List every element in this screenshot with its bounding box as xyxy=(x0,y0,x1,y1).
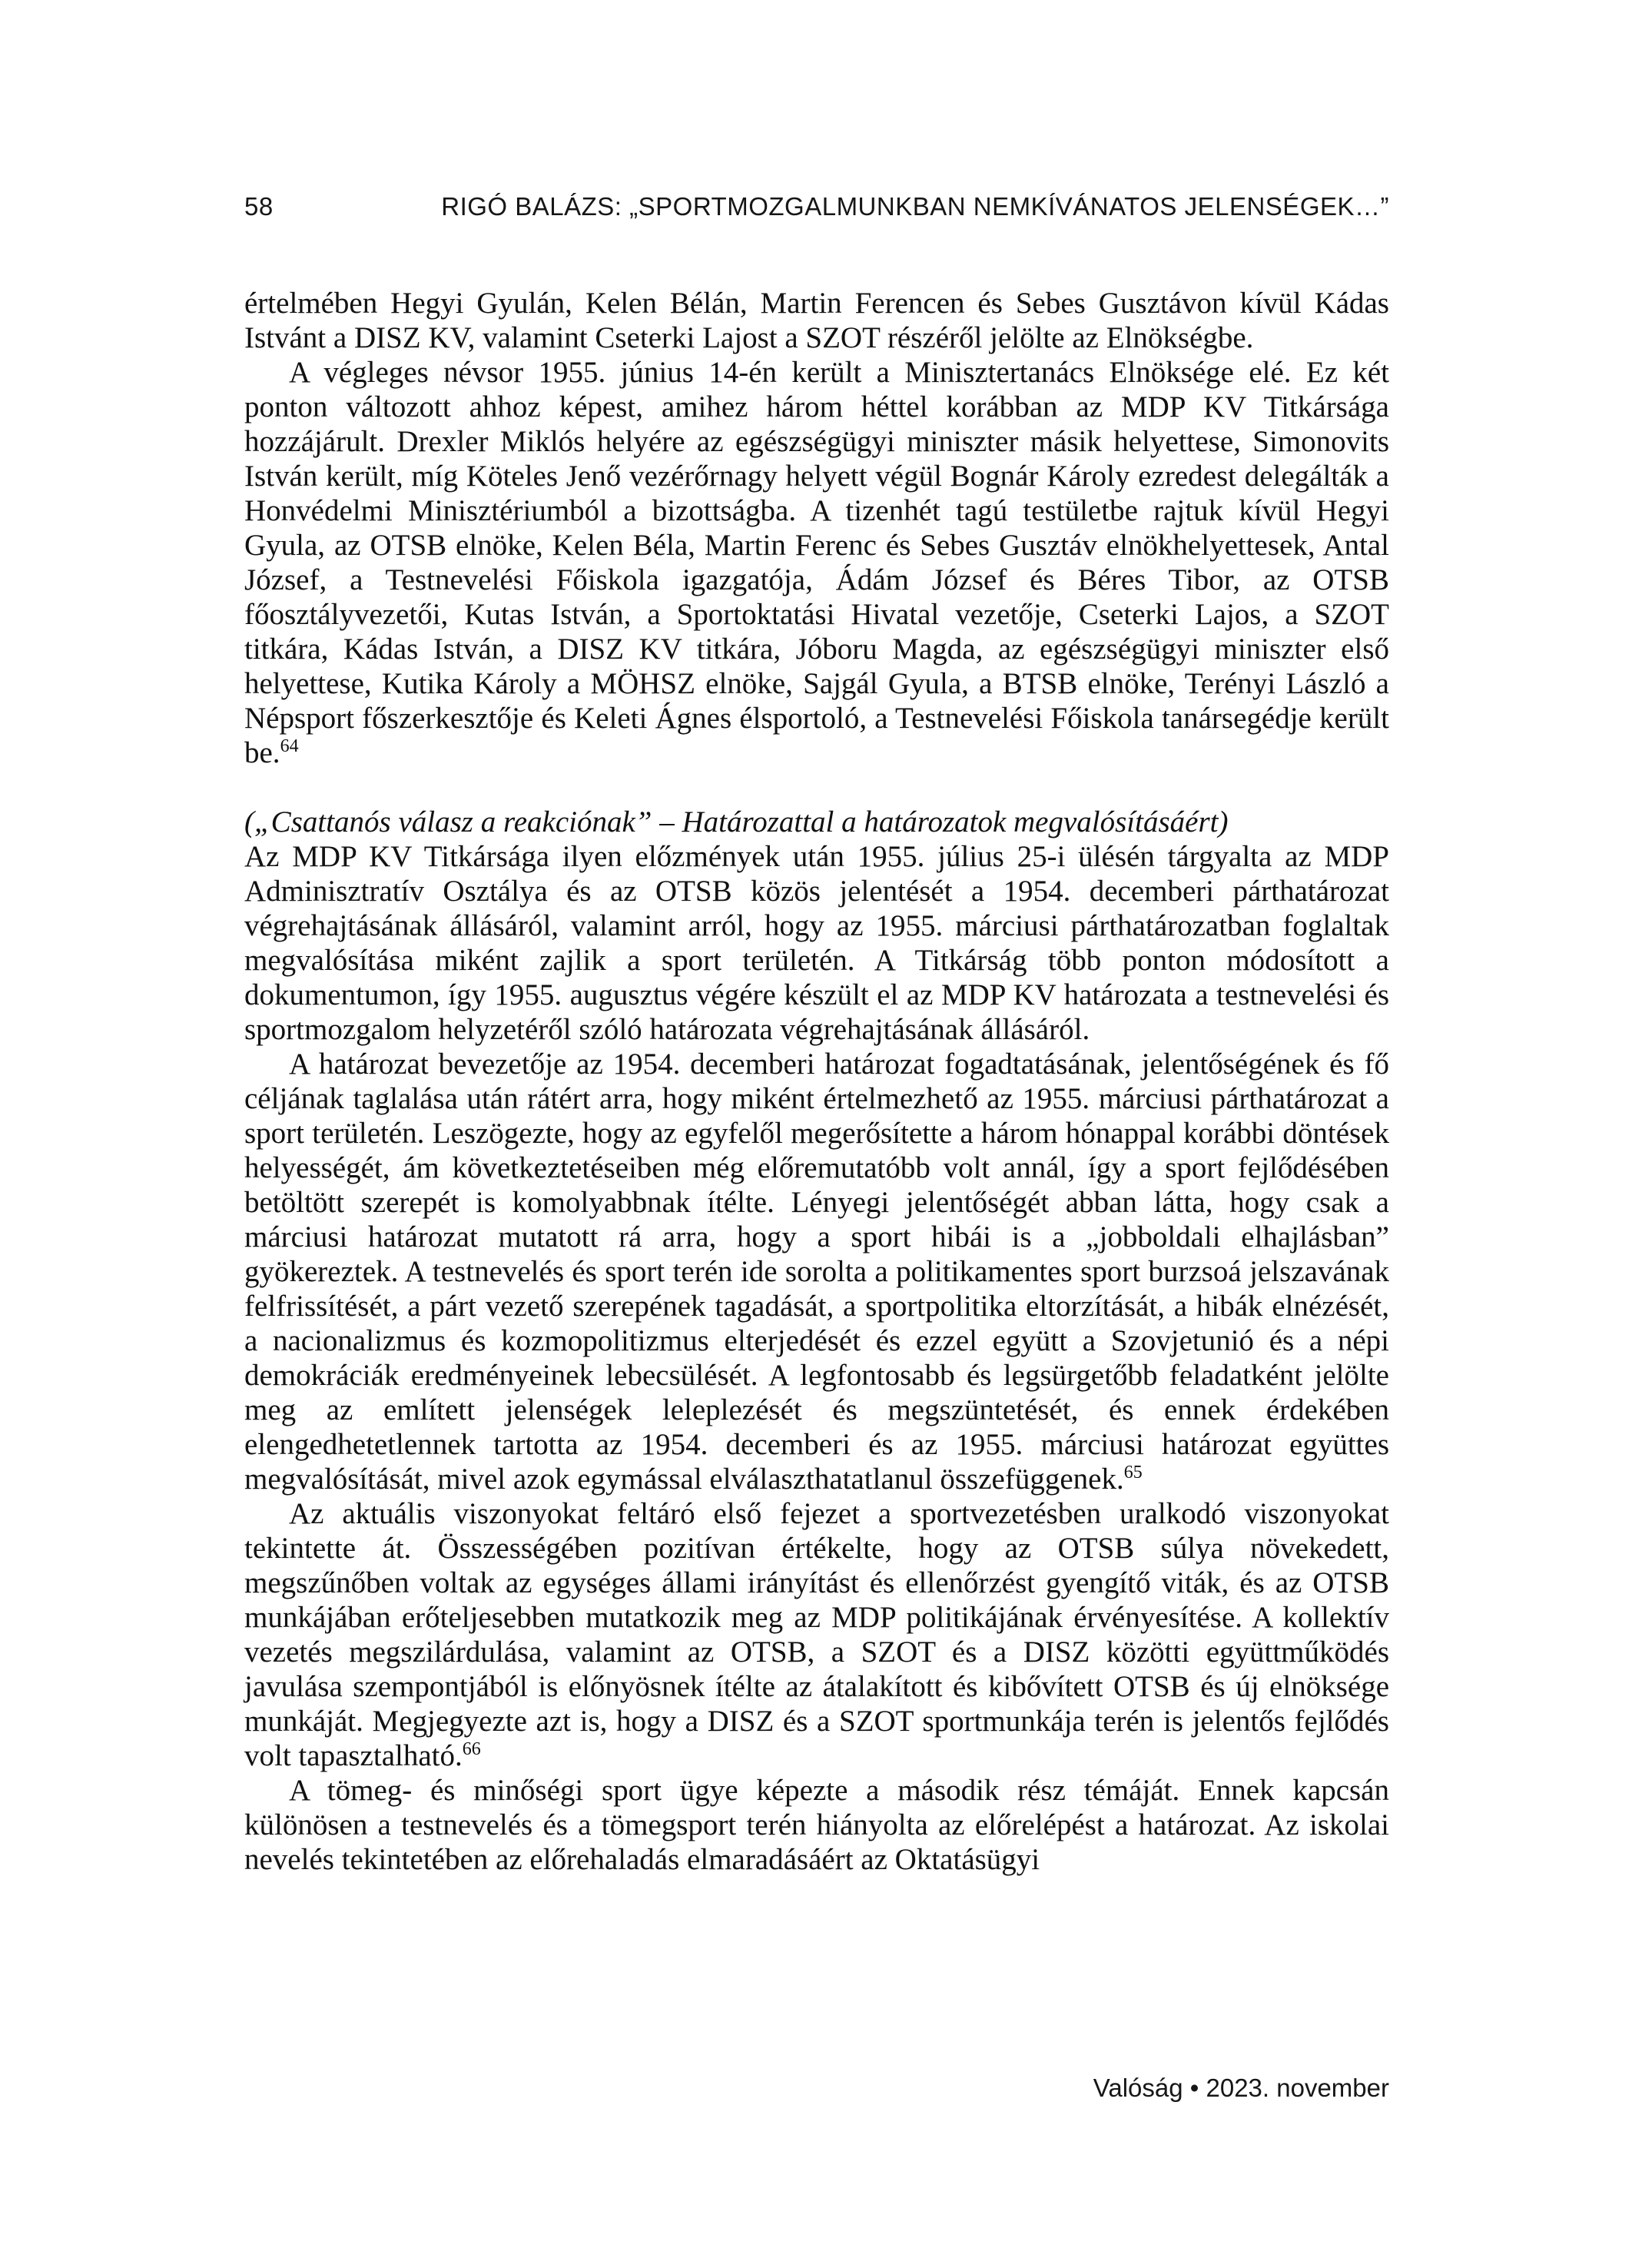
page-footer xyxy=(1093,2074,1389,2103)
running-title: RIGÓ BALÁZS: „SPORTMOZGALMUNKBAN NEMKÍVÁNATOS JELENSÉGEK…” xyxy=(441,192,1389,221)
page-number: 58 xyxy=(244,192,274,221)
paragraph: A tömeg- és minőségi sport ügye képezte a második rész témáját. Ennek kapcsán különösen a testnevelés és a tömegsport terén hiányolta az előrelépést a határozat. Az iskolai nevelés tekintetében az előrehaladás elmaradásáért az Oktatásügyi xyxy=(244,1774,1389,1876)
paragraph xyxy=(244,355,1389,770)
paragraph xyxy=(244,1047,1389,1496)
paragraph-continuation: értelmében Hegyi Gyulán, Kelen Bélán, Martin Ferencen és Sebes Gusztávon kívül Kádas Istvánt a DISZ KV, valamint Cseterki Lajost a SZOT részéről jelölte az Elnökségbe. xyxy=(244,287,1389,354)
paragraph-text: A határozat bevezetője az 1954. decemberi határozat fogadtatásának, jelentőségének és fő céljának taglalása után rátért arra, hogy miként értelmezhető az 1955. márciusi párthatározat a sport területén. Leszögezte, hogy az egyfelől megerősítette a három hónappal korábbi döntések helyességét, ám következtetéseiben még előremutatóbb volt annál, így a sport fejlődésében betöltött szerepét is komolyabbnak ítélte. Lényegi jelentőségét abban látta, hogy csak a márciusi határozat mutatott rá arra, hogy a sport hibái is a „jobboldali elhajlásban” gyökereztek. A testnevelés és sport terén ide sorolta a politikamentes sport burzsoá jelszavának felfrissítését, a párt vezető szerepének tagadását, a sportpolitika eltorzítását, a hibák elnézését, a nacionalizmus és kozmopolitizmus elterjedését és ezzel együtt a Szovjetunió és a népi demokráciák eredményeinek lebecsülését. A legfontosabb és legsürgetőbb feladatként jelölte meg az említett jelenségek leleplezését és megszüntetését, és ennek érdekében elengedhetetlennek tartotta az 1954. decemberi és az 1955. márciusi határozat együttes megvalósítását, mivel azok egymással elválaszthatatlanul összefüggenek. xyxy=(244,1048,1389,1496)
footnote-ref-66: 66 xyxy=(462,1739,481,1759)
journal-issue: Valóság • 2023. november xyxy=(1093,2074,1389,2102)
paragraph-text: A végleges névsor 1955. június 14-én került a Minisztertanács Elnöksége elé. Ez két ponton változott ahhoz képest, amihez három héttel korábban az MDP KV Titkársága hozzájárult. Drexler Miklós helyére az egészségügyi miniszter másik helyettese, Simonovits István került, míg Köteles Jenő vezérőrnagy helyett végül Bognár Károly ezredest delegálták a Honvédelmi Minisztériumból a bizottságba. A tizenhét tagú testületbe rajtuk kívül Hegyi Gyula, az OTSB elnöke, Kelen Béla, Martin Ferenc és Sebes Gusztáv elnökhelyettesek, Antal József, a Testnevelési Főiskola igazgatója, Ádám József és Béres Tibor, az OTSB főosztályvezetői, Kutas István, a Sportoktatási Hivatal vezetője, Cseterki Lajos, a SZOT titkára, Kádas István, a DISZ KV titkára, Jóboru Magda, az egészségügyi miniszter első helyettese, Kutika Károly a MÖHSZ elnöke, Sajgál Gyula, a BTSB elnöke, Terényi László a Népsport főszerkesztője és Keleti Ágnes élsportoló, a Testnevelési Főiskola tanársegédje került be. xyxy=(244,356,1389,769)
footnote-ref-65: 65 xyxy=(1123,1463,1143,1483)
article-body xyxy=(244,286,1389,1877)
paragraph-text: Az aktuális viszonyokat feltáró első fejezet a sportvezetésben uralkodó viszonyokat tekintette át. Összességében pozitívan értékelte, hogy az OTSB súlya növekedett, megszűnőben voltak az egységes állami irányítást és ellenőrzést gyengítő viták, és az OTSB munkájában erőteljesebben mutatkozik meg az MDP politikájának érvényesítése. A kollektív vezetés megszilárdulása, valamint az OTSB, a SZOT és a DISZ közötti együttműködés javulása szempontjából is előnyösnek ítélte az átalakított és kibővített OTSB és új elnöksége munkáját. Megjegyezte azt is, hogy a DISZ és a SZOT sportmunkája terén is jelentős fejlődés volt tapasztalható. xyxy=(244,1497,1389,1772)
section-heading: („Csattanós válasz a reakciónak” – Határozattal a határozatok megvalósításáért) xyxy=(244,805,1229,838)
footnote-ref-64: 64 xyxy=(280,736,299,756)
page-header xyxy=(244,192,1389,221)
paragraph: Az MDP KV Titkársága ilyen előzmények után 1955. július 25-i ülésén tárgyalta az MDP Adminisztratív Osztálya és az OTSB közös jelentését a 1954. decemberi párthatározat végrehajtásának állásáról, valamint arról, hogy az 1955. márciusi párthatározatban foglaltak megvalósítása miként zajlik a sport területén. A Titkárság több ponton módosított a dokumentumon, így 1955. augusztus végére készült el az MDP KV határozata a testnevelési és sportmozgalom helyzetéről szóló határozata végrehajtásának állásáról. xyxy=(244,840,1389,1046)
paragraph xyxy=(244,1496,1389,1773)
